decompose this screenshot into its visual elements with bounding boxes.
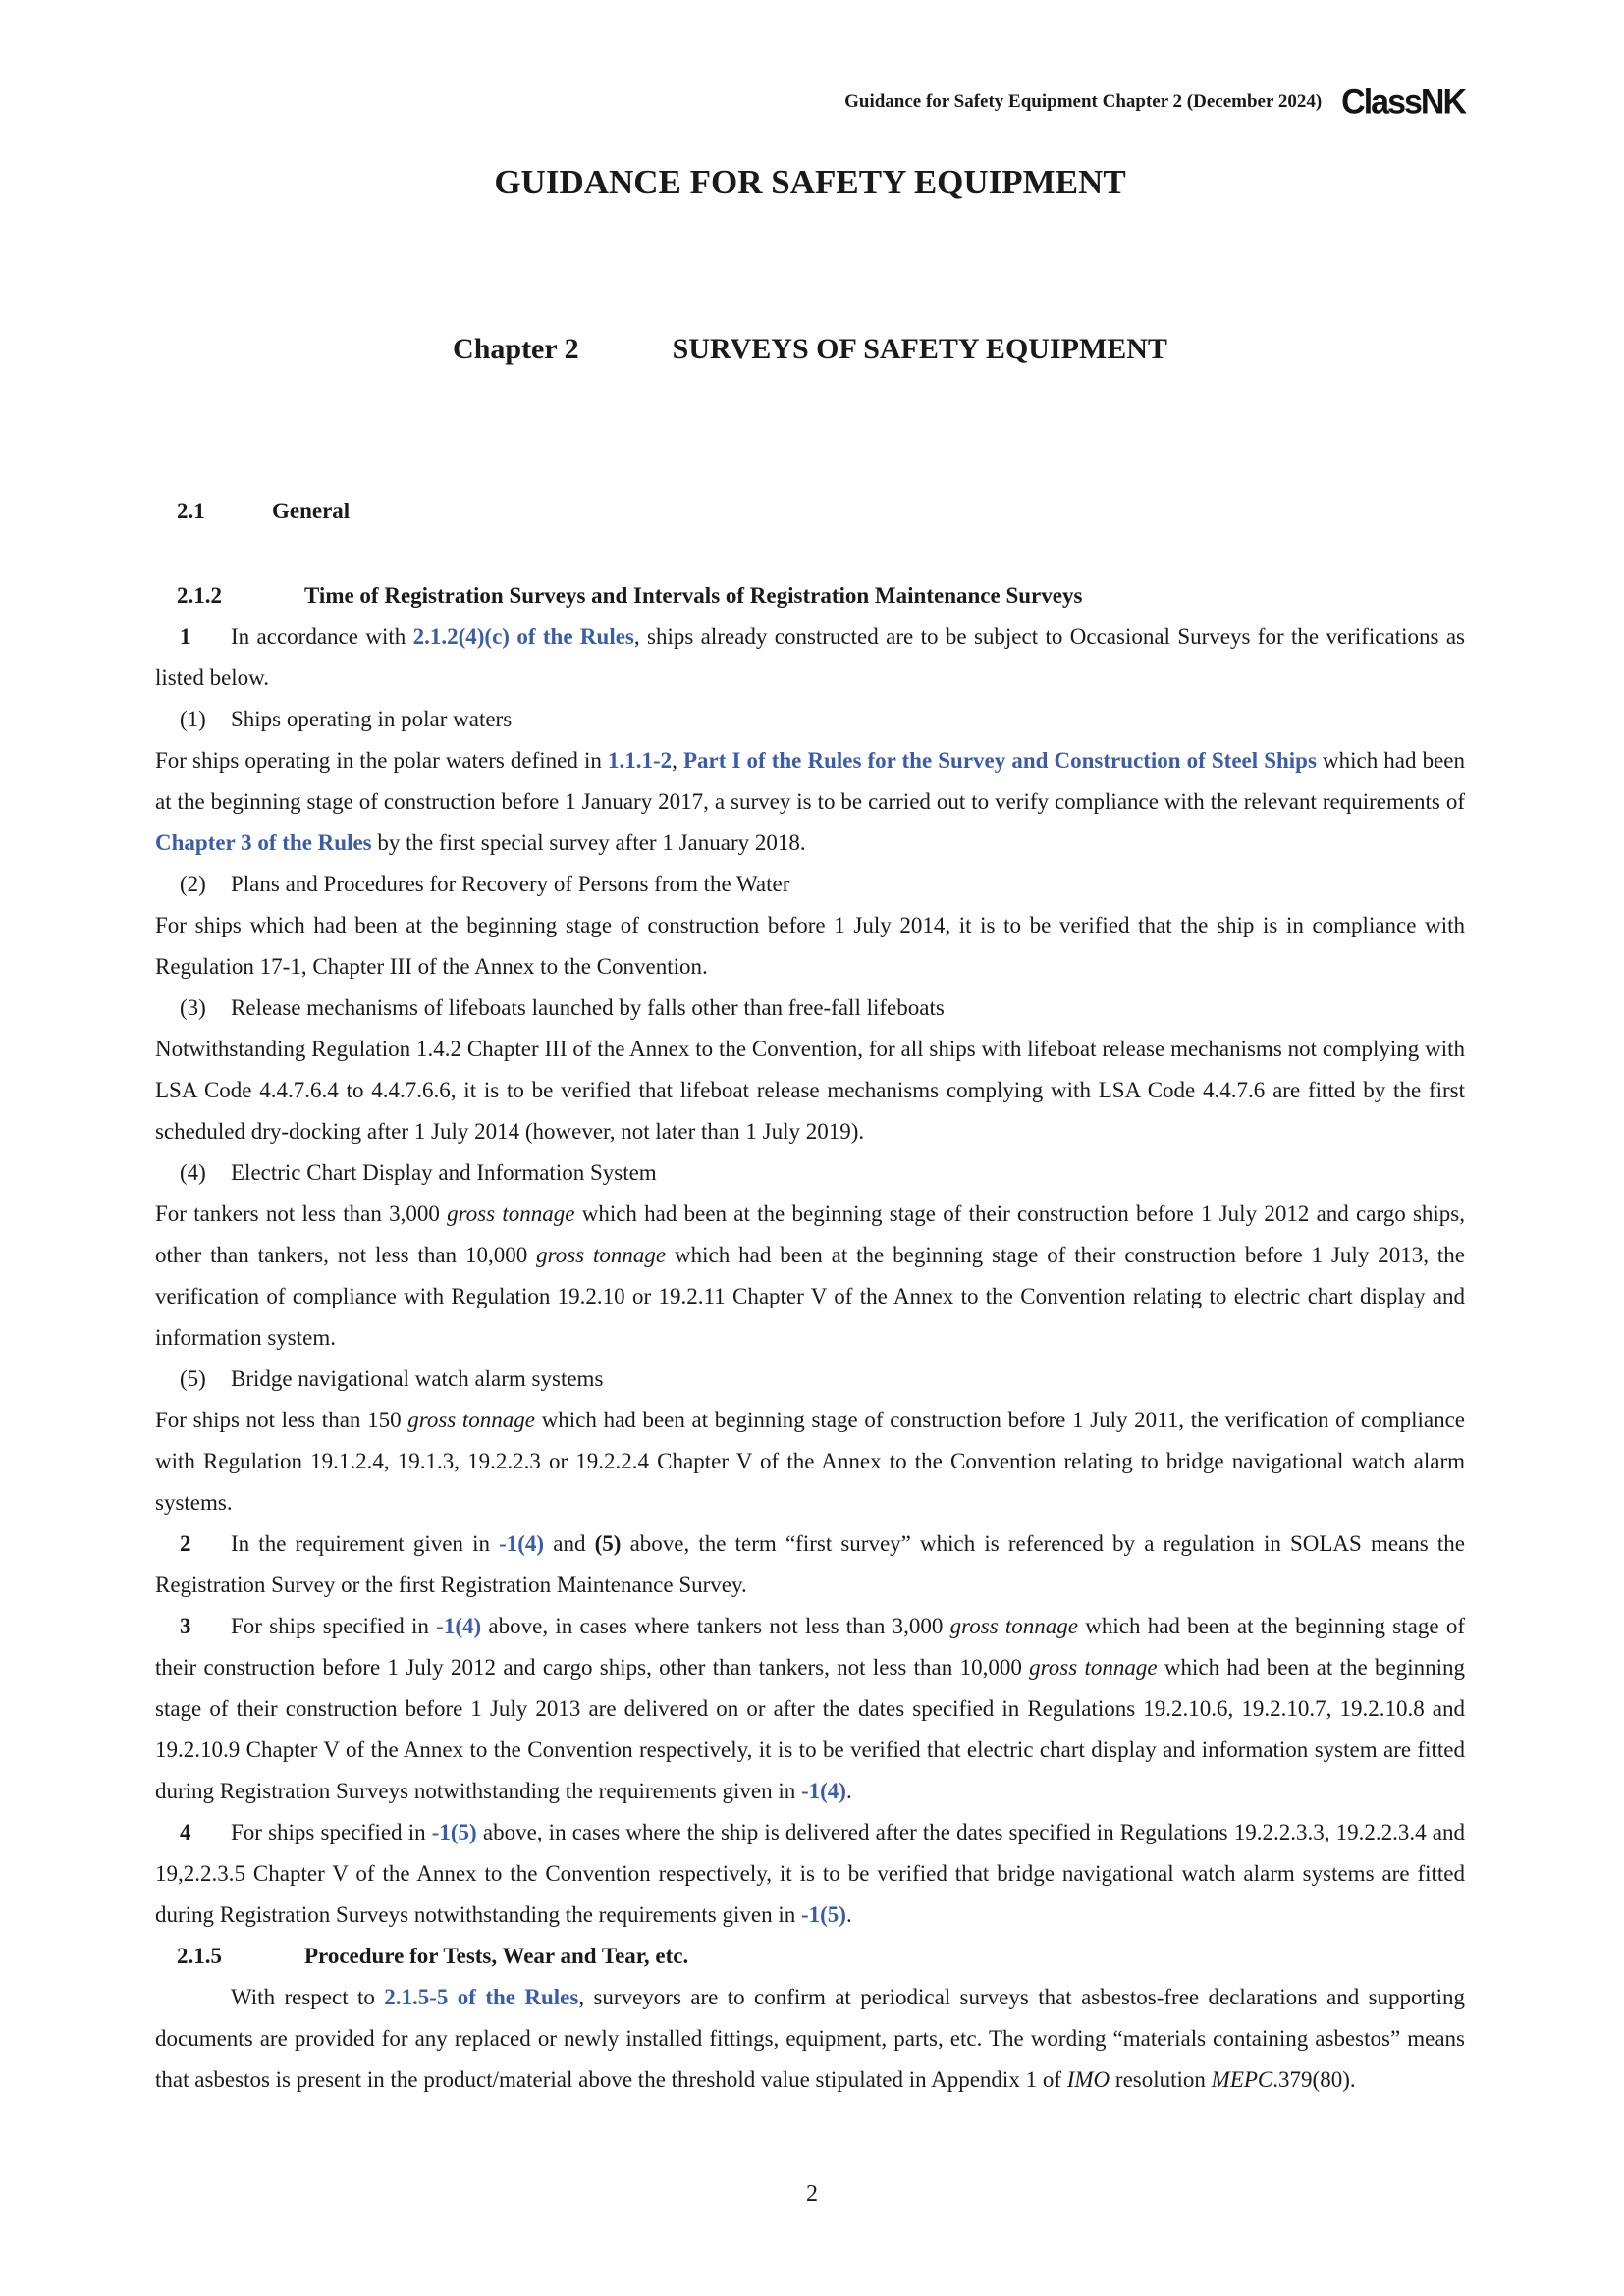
list-item-marker: (5) (180, 1366, 206, 1391)
text-run: which had been at the beginning stage of their construction before 1 July 2013 are delivered on or after the dates specified in Regulations 19.2.10.6, 19.2.10.7, 19.2.10.8 and 19.2.10.9 Chapter V of the Annex to the Convention respectively, it is to be verified that electric chart display and information system are fitted during Registration Surveys notwithstanding the requirements given in (155, 1655, 1465, 1803)
paragraph-number: 2 (180, 1531, 191, 1556)
rule-reference-link[interactable]: 2.1.2(4)(c) of the Rules (412, 624, 634, 649)
paragraph-number: 4 (180, 1820, 191, 1844)
section-heading (155, 575, 1465, 616)
text-run: which had been at the beginning stage of their construction before 1 July 2013, the verification of compliance with Regulation 19.2.10 or 19.2.11 Chapter V of the Annex to the Convention relating to electric chart display and information system. (155, 1243, 1465, 1350)
text-run: For ships specified in (231, 1614, 437, 1638)
list-item-heading (155, 1359, 1465, 1400)
section-title: Time of Registration Surveys and Intervals of Registration Maintenance Surveys (304, 583, 1083, 608)
text-run: above, the term “first survey” which is referenced by a regulation in SOLAS means the Registration Survey or the first Registration Maintenance Survey. (155, 1531, 1465, 1597)
text-run: , ships already constructed are to be subject to Occasional Surveys for the verifications as listed below. (155, 624, 1465, 690)
numbered-paragraph (155, 1523, 1465, 1606)
list-item-marker: (1) (180, 707, 206, 731)
list-item (155, 1359, 1465, 1523)
chapter-title: SURVEYS OF SAFETY EQUIPMENT (672, 333, 1167, 365)
list-item-heading (155, 988, 1465, 1029)
text-run: which had been at the beginning stage of construction before 1 January 2017, a survey is to be carried out to verify compliance with the relevant requirements of (155, 748, 1465, 814)
section-heading (155, 1936, 1465, 1977)
list-item (155, 988, 1465, 1152)
rule-reference-link[interactable]: -1(4) (499, 1531, 545, 1556)
numbered-paragraph (155, 616, 1465, 699)
text-run: above, in cases where the ship is delivered after the dates specified in Regulations 19.2.2.3.3, 19.2.2.3.4 and 19,2.2.3.5 Chapter V of the Annex to the Convention respectively, it is to be verified that bridge navigational watch alarm systems are fitted during Registration Surveys notwithstanding the requirements given in (155, 1820, 1466, 1927)
text-run: For ships operating in the polar waters defined in (155, 748, 608, 773)
text-run: Notwithstanding Regulation 1.4.2 Chapter III of the Annex to the Convention, for all ships with lifeboat release mechanisms not complying with LSA Code 4.4.7.6.4 to 4.4.7.6.6, it is to be verified that lifeboat release mechanisms complying with LSA Code 4.4.7.6 are fitted by the first scheduled dry-docking after 1 July 2014 (however, not later than 1 July 2019). (155, 1037, 1465, 1144)
section-number: 2.1 (177, 499, 205, 523)
rule-reference-link[interactable]: Part I of the Rules for the Survey and Construction of Steel Ships (682, 748, 1317, 773)
section-title: General (272, 499, 351, 523)
text-run: .379(80). (1272, 2067, 1356, 2092)
list-item-body (155, 1029, 1465, 1152)
text-run: For ships which had been at the beginning stage of construction before 1 July 2014, it is to be verified that the ship is in compliance with Regulation 17-1, Chapter III of the Annex to the Convention. (155, 913, 1465, 979)
chapter-label: Chapter 2 (453, 333, 579, 365)
text-run: In accordance with (231, 624, 413, 649)
text-run: resolution (1110, 2067, 1212, 2092)
list-item (155, 864, 1465, 988)
paragraph-number: 3 (180, 1614, 191, 1638)
list-item-body (155, 1400, 1465, 1523)
section-number: 2.1.2 (177, 583, 222, 608)
list-item (155, 699, 1465, 864)
header-doc-info: Guidance for Safety Equipment Chapter 2 (December 2024) (844, 91, 1323, 112)
list-item-title: Ships operating in polar waters (231, 707, 513, 731)
page-header (155, 82, 1465, 122)
list-item-heading (155, 864, 1465, 905)
text-run: In the requirement given in (231, 1531, 500, 1556)
section-title: Procedure for Tests, Wear and Tear, etc. (304, 1944, 689, 1968)
list-item-title: Release mechanisms of lifeboats launched by falls other than free-fall lifeboats (231, 995, 945, 1020)
rule-reference-link[interactable]: Chapter 3 of the Rules (155, 830, 372, 855)
text-run: which had been at the beginning stage of their construction before 1 July 2012 and cargo ships, other than tankers, not less than 10,000 (155, 1201, 1465, 1267)
page-number: 2 (806, 2181, 818, 2207)
rule-reference-link[interactable]: -1(4) (800, 1779, 846, 1803)
list-item-heading (155, 1152, 1465, 1194)
rule-reference-link[interactable]: -1(5) (800, 1902, 846, 1927)
body-paragraph (155, 1977, 1465, 2101)
section-number: 2.1.5 (177, 1944, 222, 1968)
text-run: gross tonnage (447, 1201, 575, 1226)
text-run: With respect to (231, 1985, 385, 2009)
list-item-title: Plans and Procedures for Recovery of Persons from the Water (231, 872, 790, 896)
document-body (155, 491, 1465, 2101)
text-run: For ships not less than 150 (155, 1408, 408, 1432)
text-run: gross tonnage (1029, 1655, 1158, 1680)
text-run: For tankers not less than 3,000 (155, 1201, 448, 1226)
list-item-marker: (4) (180, 1160, 206, 1185)
classnk-logo: ClassNK (1341, 81, 1465, 122)
text-run: IMO (1066, 2067, 1110, 2092)
text-run: which had been at the beginning stage of their construction before 1 July 2012 and cargo ships, other than tankers, not less than 10,000 (155, 1614, 1465, 1680)
list-item (155, 1152, 1465, 1359)
rule-reference-link[interactable]: -1(5) (431, 1820, 477, 1844)
text-run: , (672, 748, 683, 773)
section-heading (155, 491, 1465, 532)
list-item-marker: (3) (180, 995, 206, 1020)
text-run: by the first special survey after 1 January 2018. (371, 830, 806, 855)
list-item-body (155, 1194, 1465, 1359)
numbered-paragraph (155, 1606, 1465, 1812)
rule-reference-link[interactable]: 2.1.5-5 of the Rules (384, 1985, 579, 2009)
rule-reference-link[interactable]: -1(4) (436, 1614, 482, 1638)
text-run: gross tonnage (536, 1243, 667, 1267)
list-item-title: Bridge navigational watch alarm systems (231, 1366, 604, 1391)
numbered-paragraph (155, 1812, 1465, 1936)
text-run: above, in cases where tankers not less than 3,000 (481, 1614, 950, 1638)
list-item-body (155, 740, 1465, 864)
list-item-heading (155, 699, 1465, 740)
document-title: GUIDANCE FOR SAFETY EQUIPMENT (494, 163, 1126, 201)
text-run: MEPC (1211, 2067, 1273, 2092)
list-item-body (155, 905, 1465, 988)
text-run: which had been at beginning stage of construction before 1 July 2011, the verification of compliance with Regulation 19.1.2.4, 19.1.3, 19.2.2.3 or 19.2.2.4 Chapter V of the Annex to the Convention relating to bridge navigational watch alarm systems. (155, 1408, 1466, 1515)
rule-reference-link[interactable]: 1.1.1-2 (607, 748, 673, 773)
list-item-title: Electric Chart Display and Information System (231, 1160, 657, 1185)
text-run: (5) (594, 1531, 622, 1556)
text-run: . (845, 1779, 852, 1803)
text-run: , surveyors are to confirm at periodical surveys that asbestos-free declarations and supporting documents are provided for any replaced or newly installed fittings, equipment, parts, etc. The wording “materials containing asbestos” means that asbestos is present in the product/material above the threshold value stipulated in Appendix 1 of (155, 1985, 1465, 2092)
text-run: For ships specified in (231, 1820, 432, 1844)
chapter-heading (155, 330, 1465, 369)
list-item-marker: (2) (180, 872, 206, 896)
text-run: gross tonnage (407, 1408, 536, 1432)
text-run: . (845, 1902, 852, 1927)
text-run: gross tonnage (949, 1614, 1078, 1638)
paragraph-number: 1 (180, 624, 191, 649)
text-run: and (544, 1531, 595, 1556)
